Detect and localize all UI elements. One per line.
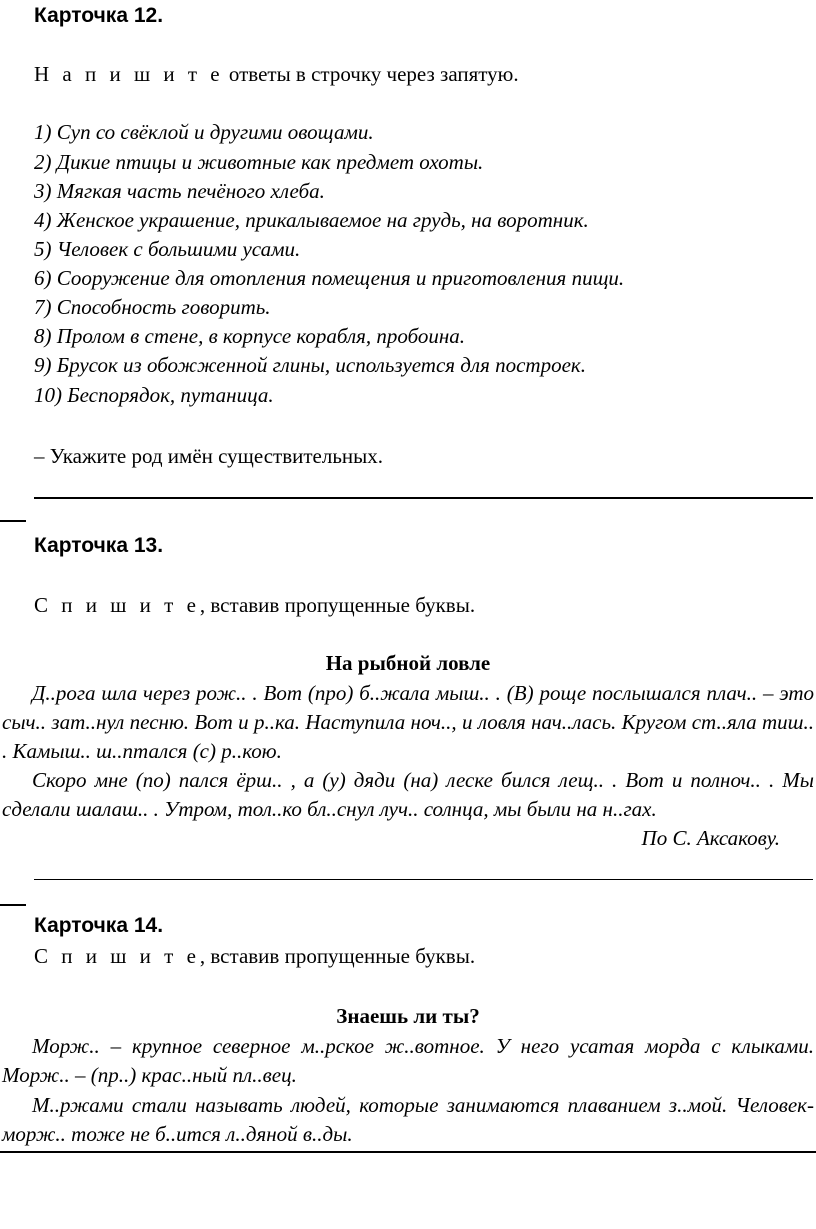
card13-paragraph-2 [2, 766, 814, 824]
card14-paragraph-2 [2, 1091, 814, 1149]
card12-item-5: 5) Человек с большими усами. [34, 237, 301, 261]
card14-instruction-verb: С п и ш и т е [34, 944, 200, 968]
card12-title: Карточка 12. [34, 4, 164, 27]
card12-item-1: 1) Суп со свёклой и другими овощами. [34, 120, 374, 144]
card14-title: Карточка 14. [34, 914, 164, 937]
card13-text-title: На рыбной ловле [325, 651, 491, 675]
card12-instruction-rest: ответы в строчку через запятую. [228, 62, 519, 86]
card14-text-title: Знаешь ли ты? [336, 1004, 480, 1028]
card14-paragraph-1 [2, 1032, 814, 1090]
card13-instruction-verb: С п и ш и т е [34, 593, 200, 617]
card14-instruction [34, 944, 475, 969]
card12-item-10: 10) Беспорядок, путаница. [34, 383, 274, 407]
card13-paragraph-1 [2, 679, 814, 766]
divider-dash [0, 520, 26, 522]
card12-instruction-verb: Н а п и ш и т е [34, 62, 224, 86]
card12-task: – Укажите род имён существительных. [34, 444, 384, 468]
card13-paragraph-1-text: Д..рога шла через рож.. . Вот (про) б..жала мыш.. . (В) роще послышался плач.. – это сыч.. зат..нул песню. Вот и р..ка. Наступила ноч.., и ловля нач..лась. Кругом ст..яла тиш.. . Камыш.. ш..птался (с) р..кою. [2, 681, 814, 763]
card14-instruction-rest: , вставив пропущенные буквы. [199, 944, 476, 968]
card13-paragraph-2-text: Скоро мне (по) пался ёрш.. , а (у) дяди (на) леске бился лещ.. . Вот и полноч.. . Мы сделали шалаш.. . Утром, тол..ко бл..снул луч.. солнца, мы были на н..гах. [2, 768, 814, 821]
card13-instruction [34, 593, 475, 618]
card12-item-7: 7) Способность говорить. [34, 295, 271, 319]
card13-author: По С. Аксакову. [641, 826, 780, 850]
divider-line [34, 879, 813, 880]
divider-line [34, 497, 813, 499]
card12-item-2: 2) Дикие птицы и животные как предмет охоты. [34, 150, 484, 174]
card12-instruction [34, 62, 519, 87]
card12-item-6: 6) Сооружение для отопления помещения и приготовления пищи. [34, 266, 625, 290]
card12-item-9: 9) Брусок из обожженной глины, используется для построек. [34, 353, 586, 377]
card12-item-8: 8) Пролом в стене, в корпусе корабля, пробоина. [34, 324, 466, 348]
card12-item-3: 3) Мягкая часть печёного хлеба. [34, 179, 325, 203]
card14-paragraph-2-text: М..ржами стали называть людей, которые занимаются плаванием з..мой. Человек-морж.. тоже не б..ится л..дяной в..ды. [2, 1093, 814, 1146]
card13-title: Карточка 13. [34, 534, 164, 557]
card12-item-4: 4) Женское украшение, прикалываемое на грудь, на воротник. [34, 208, 589, 232]
card14-paragraph-1-text: Морж.. – крупное северное м..рское ж..вотное. У него усатая морда с клыками. Морж.. – (пр..) крас..ный пл..вец. [2, 1034, 814, 1087]
bottom-border-line [0, 1151, 816, 1153]
card13-instruction-rest: , вставив пропущенные буквы. [199, 593, 476, 617]
divider-dash [0, 904, 26, 906]
